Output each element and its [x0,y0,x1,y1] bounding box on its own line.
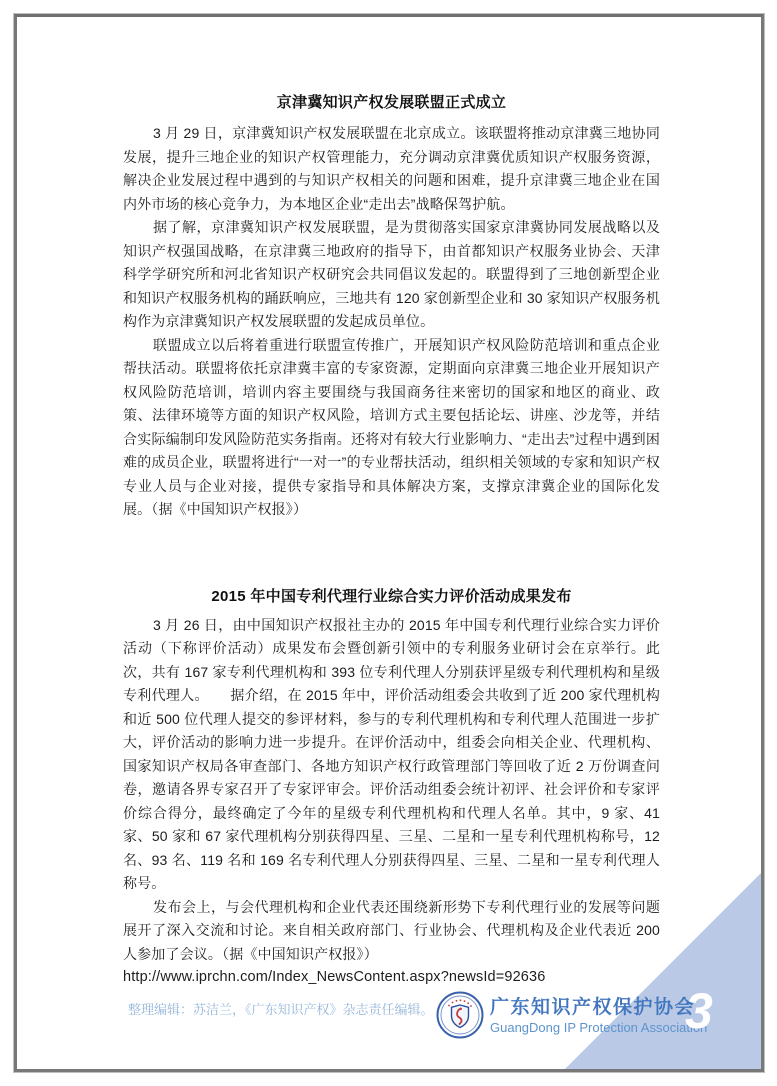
article-1-paragraph-1: 3 月 29 日，京津冀知识产权发展联盟在北京成立。该联盟将推动京津冀三地协同发展，提升三地企业的知识产权管理能力，充分调动京津冀优质知识产权服务资源，解决企业发展过程中遇到的与知识产权相关的问题和困难，提升京津冀三地企业在国内外市场的核心竞争力，为本地区企业“走出去”战略保驾护航。 [123,125,660,212]
association-logo-icon [436,991,484,1039]
page-content [123,17,660,990]
article-2-title: 2015 年中国专利代理行业综合实力评价活动成果发布 [211,587,572,605]
association-name-cn: 广东知识产权保护协会 [490,997,696,1018]
association-footer-brand [436,991,707,1039]
article-source-url: http://www.iprchn.com/Index_NewsContent.aspx?newsId=92636 [123,969,546,985]
article-2-paragraph-1: 3 月 26 日，由中国知识产权报社主办的 2015 年中国专利代理行业综合实力评价活动（下称评价活动）成果发布会暨创新引领中的专利服务业研讨会在京举行。此次，共有 167 家专利代理机构和 393 位专利代理人分别获评星级专利代理机构和星级专利代理人。 据介绍，在 2015 年中，评价活动组委会共收到了近 200 家代理机构和近 500 位代理人提交的参评材料，参与的专利代理机构和专利代理人范围进一步扩大，评价活动的影响力进一步提升。在评价活动中，组委会向相关企业、代理机构、国家知识产权局各审查部门、各地方知识产权行政管理部门等回收了近 2 万份调查问卷，邀请各界专家召开了专家评审会。评价活动组委会统计初评、社会评价和专家评价综合得分，最终确定了今年的星级专利代理机构和代理人名单。其中，9 家、41 家、50 家和 67 家代理机构分别获得四星、三星、二星和一星专利代理机构称号，12 名、93 名、119 名和 169 名专利代理人分别获得四星、三星、二星和一星专利代理人称号。 [123,616,660,891]
association-name-en: GuangDong IP Protection Association [490,1020,708,1035]
article-2-paragraph-2: 发布会上，与会代理机构和企业代表还围绕新形势下专利代理行业的发展等问题展开了深入交流和讨论。来自相关政府部门、行业协会、代理机构及企业代表近 200 人参加了会议。（据《中国知识产权报》） [123,898,660,962]
article-1-title: 京津冀知识产权发展联盟正式成立 [276,94,507,111]
article-1-paragraph-2: 据了解，京津冀知识产权发展联盟，是为贯彻落实国家京津冀协同发展战略以及知识产权强国战略，在京津冀三地政府的指导下，由首都知识产权服务业协会、天津科学学研究所和河北省知识产权研究会共同倡议发起的。联盟得到了三地创新型企业和知识产权服务机构的踊跃响应，三地共有 120 家创新型企业和 30 家知识产权服务机构作为京津冀知识产权发展联盟的发起成员单位。 [123,219,660,329]
document-page [14,14,764,1072]
association-names [490,991,707,1035]
article-1-paragraph-3: 联盟成立以后将着重进行联盟宣传推广，开展知识产权风险防范培训和重点企业帮扶活动。联盟将依托京津冀丰富的专家资源，定期面向京津冀三地企业开展知识产权风险防范培训，培训内容主要围绕与我国商务往来密切的国家和地区的商业、政策、法律环境等方面的知识产权风险，培训方式主要包括论坛、讲座、沙龙等，并结合实际编制印发风险防范实务指南。还将对有较大行业影响力、“走出去”过程中遇到困难的成员企业，联盟将进行“一对一”的专业帮扶活动，组织相关领域的专家和知识产权专业人员与企业对接，提供专家指导和具体解决方案，支撑京津冀企业的国际化发展。（据《中国知识产权报》） [123,336,660,517]
editor-note: 整理编辑：苏洁兰，《广东知识产权》杂志责任编辑。 [128,1002,434,1017]
page-number: 3 [685,983,713,1039]
